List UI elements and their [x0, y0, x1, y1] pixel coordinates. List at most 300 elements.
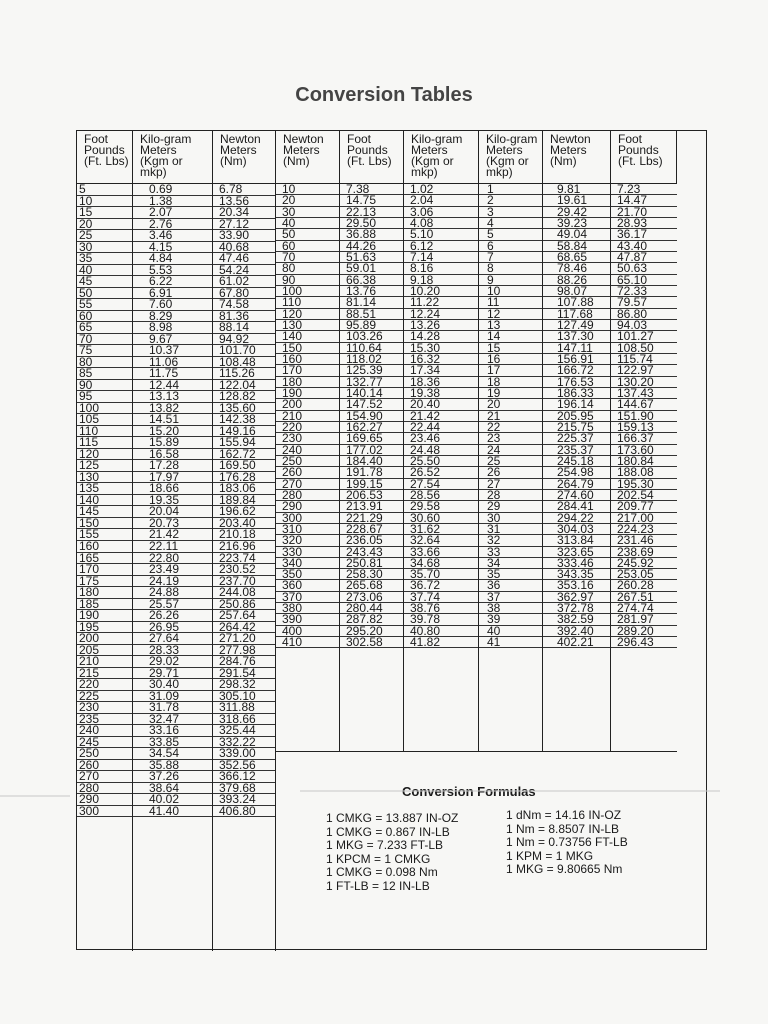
table-cell: 236.05 [340, 535, 403, 546]
table-cell: 149.16 [213, 426, 275, 438]
table-cell: 264.42 [213, 622, 275, 634]
formula-line: 1 KPM = 1 MKG [506, 848, 594, 863]
table-cell: 155.94 [213, 437, 275, 449]
table-cell: 33.16 [133, 725, 212, 737]
table-cell: 176.53 [543, 377, 610, 388]
table-cell: 2.04 [404, 195, 478, 206]
table-cell: 108.48 [213, 357, 275, 369]
table-cell: 35.70 [404, 569, 478, 580]
table-cell: 122.04 [213, 380, 275, 392]
table-cell: 30 [77, 242, 132, 254]
table-cell: 130.20 [611, 377, 677, 388]
table-cell: 14.51 [133, 414, 212, 426]
table-cell: 86.80 [611, 309, 677, 320]
table-cell: 25 [77, 230, 132, 242]
table-cell: 29.42 [543, 207, 610, 218]
table-column [77, 184, 133, 951]
table-cell: 19.38 [404, 388, 478, 399]
table-cell: 203.40 [213, 518, 275, 530]
table-cell: 18.36 [404, 377, 478, 388]
table-cell: 32 [479, 535, 542, 546]
table-cell: 21.42 [133, 529, 212, 541]
table-cell: 105 [77, 414, 132, 426]
table-cell: 17.34 [404, 365, 478, 376]
table-cell: 88.51 [340, 309, 403, 320]
table-cell: 60 [77, 311, 132, 323]
table-cell: 343.35 [543, 569, 610, 580]
table-column [276, 184, 340, 751]
table-cell: 191.78 [340, 467, 403, 478]
table-cell: 3.06 [404, 207, 478, 218]
table-cell: 90 [77, 380, 132, 392]
table-cell: 5.53 [133, 265, 212, 277]
table-cell: 176.28 [213, 472, 275, 484]
table-cell: 21.42 [404, 411, 478, 422]
table-cell: 14.47 [611, 195, 677, 206]
table-cell: 162.27 [340, 422, 403, 433]
table-cell: 95 [77, 391, 132, 403]
table-cell: 223.74 [213, 553, 275, 565]
table-cell: 271.20 [213, 633, 275, 645]
table-cell: 200 [77, 633, 132, 645]
table-cell: 24.88 [133, 587, 212, 599]
table-cell: 280 [276, 490, 339, 501]
table-cell: 200 [276, 399, 339, 410]
table-cell: 70 [276, 252, 339, 263]
table-cell: 21.70 [611, 207, 677, 218]
table-cell: 35.88 [133, 760, 212, 772]
table-cell: 235 [77, 714, 132, 726]
table-cell: 11.06 [133, 357, 212, 369]
table-cell: 300 [276, 513, 339, 524]
table-cell: 72.33 [611, 286, 677, 297]
table-cell: 35 [77, 253, 132, 265]
table-cell: 186.33 [543, 388, 610, 399]
table-cell: 55 [77, 299, 132, 311]
table-cell: 270 [77, 771, 132, 783]
table-cell: 10 [276, 184, 339, 195]
table-cell: 273.06 [340, 592, 403, 603]
table-cell: 28.56 [404, 490, 478, 501]
table-cell: 16 [479, 354, 542, 365]
table-cell: 390 [276, 614, 339, 625]
table-cell: 362.97 [543, 592, 610, 603]
table-cell: 240 [77, 725, 132, 737]
table-cell: 140 [276, 331, 339, 342]
table-cell: 117.68 [543, 309, 610, 320]
table-cell: 36.17 [611, 229, 677, 240]
table-cell: 160 [276, 354, 339, 365]
table-cell: 20.73 [133, 518, 212, 530]
table-cell: 183.06 [213, 483, 275, 495]
table-cell: 100 [276, 286, 339, 297]
table-cell: 206.53 [340, 490, 403, 501]
table-cell: 274.60 [543, 490, 610, 501]
table-cell: 28.33 [133, 645, 212, 657]
formulas-left-list [326, 812, 458, 894]
table-cell: 12 [479, 309, 542, 320]
table-cell: 34 [479, 558, 542, 569]
table-cell: 370 [276, 592, 339, 603]
table-cell: 13.26 [404, 320, 478, 331]
table-cell: 40.80 [404, 626, 478, 637]
table-cell: 74.58 [213, 299, 275, 311]
table-cell: 302.58 [340, 637, 403, 648]
table-cell: 13.82 [133, 403, 212, 415]
table-cell: 33.66 [404, 547, 478, 558]
table-cell: 20.04 [133, 506, 212, 518]
table-cell: 339.00 [213, 748, 275, 760]
table-cell: 26 [479, 467, 542, 478]
table-cell: 5 [77, 184, 132, 196]
column-header: Kilo-gram Meters (Kgm or mkp) [404, 131, 479, 184]
table-cell: 40 [276, 218, 339, 229]
table-cell: 30 [276, 207, 339, 218]
table-cell: 166.37 [611, 433, 677, 444]
table-cell: 177.02 [340, 445, 403, 456]
table-column [213, 184, 276, 951]
table-cell: 32.47 [133, 714, 212, 726]
table-cell: 13.13 [133, 391, 212, 403]
table-cell: 8.98 [133, 322, 212, 334]
table-cell: 253.05 [611, 569, 677, 580]
table-cell: 107.88 [543, 297, 610, 308]
table-cell: 159.13 [611, 422, 677, 433]
table-cell: 15 [479, 343, 542, 354]
table-cell: 7.38 [340, 184, 403, 195]
table-cell: 137.43 [611, 388, 677, 399]
table-cell: 145 [77, 506, 132, 518]
table-cell: 260.28 [611, 580, 677, 591]
table-cell: 147.11 [543, 343, 610, 354]
table-cell: 257.64 [213, 610, 275, 622]
table-cell: 287.82 [340, 614, 403, 625]
table-cell: 380 [276, 603, 339, 614]
table-cell: 360 [276, 580, 339, 591]
table-cell: 372.78 [543, 603, 610, 614]
table-cell: 220 [276, 422, 339, 433]
table-cell: 294.22 [543, 513, 610, 524]
table-cell: 79.57 [611, 297, 677, 308]
table-cell: 20 [479, 399, 542, 410]
table-cell: 128.82 [213, 391, 275, 403]
table-column [340, 184, 404, 751]
formula-line: 1 Nm = 0.73756 FT-LB [506, 835, 628, 850]
table-cell: 245 [77, 737, 132, 749]
table-cell: 32.64 [404, 535, 478, 546]
table-cell: 311.88 [213, 702, 275, 714]
table-cell: 195 [77, 622, 132, 634]
table-cell: 22.44 [404, 422, 478, 433]
table-cell: 4 [479, 218, 542, 229]
table-cell: 3.46 [133, 230, 212, 242]
table-cell: 39.78 [404, 614, 478, 625]
table-cell: 65.10 [611, 275, 677, 286]
table-cell: 40.02 [133, 794, 212, 806]
table-cell: 127.49 [543, 320, 610, 331]
table-cell: 16.58 [133, 449, 212, 461]
table-cell: 135.60 [213, 403, 275, 415]
table-cell: 393.24 [213, 794, 275, 806]
table-cell: 100 [77, 403, 132, 415]
table-cell: 30 [479, 513, 542, 524]
table-cell: 41.40 [133, 806, 212, 818]
table-cell: 188.08 [611, 467, 677, 478]
table-cell: 101.27 [611, 331, 677, 342]
table-cell: 14 [479, 331, 542, 342]
table-cell: 162.72 [213, 449, 275, 461]
table-cell: 199.15 [340, 479, 403, 490]
table-cell: 12.24 [404, 309, 478, 320]
table-cell: 231.46 [611, 535, 677, 546]
table-cell: 216.96 [213, 541, 275, 553]
table-cell: 173.60 [611, 445, 677, 456]
column-header: Kilo-gram Meters (Kgm or mkp) [479, 131, 543, 184]
table-cell: 237.70 [213, 576, 275, 588]
table-cell: 11 [479, 297, 542, 308]
column-header: Foot Pounds (Ft. Lbs) [611, 131, 677, 184]
table-cell: 1 [479, 184, 542, 195]
table-cell: 10 [77, 196, 132, 208]
table-cell: 23.49 [133, 564, 212, 576]
table-cell: 61.02 [213, 276, 275, 288]
table-cell: 39.23 [543, 218, 610, 229]
table-cell: 323.65 [543, 547, 610, 558]
table-cell: 88.14 [213, 322, 275, 334]
table-cell: 142.38 [213, 414, 275, 426]
table-cell: 33.90 [213, 230, 275, 242]
table-cell: 70 [77, 334, 132, 346]
table-cell: 9.67 [133, 334, 212, 346]
table-cell: 40.68 [213, 242, 275, 254]
table-cell: 332.22 [213, 737, 275, 749]
table-cell: 340 [276, 558, 339, 569]
table-cell: 103.26 [340, 331, 403, 342]
table-cell: 290 [276, 501, 339, 512]
table-cell: 250.81 [340, 558, 403, 569]
table-cell: 11.22 [404, 297, 478, 308]
table-cell: 352.56 [213, 760, 275, 772]
table-cell: 24.48 [404, 445, 478, 456]
table-cell: 298.32 [213, 679, 275, 691]
table-cell: 140 [77, 495, 132, 507]
table-cell: 94.92 [213, 334, 275, 346]
table-cell: 31.78 [133, 702, 212, 714]
table-cell: 325.44 [213, 725, 275, 737]
table-cell: 184.40 [340, 456, 403, 467]
table-cell: 210 [77, 656, 132, 668]
conversion-formulas-box [276, 751, 677, 951]
table-cell: 60 [276, 241, 339, 252]
table-cell: 264.79 [543, 479, 610, 490]
table-cell: 41.82 [404, 637, 478, 648]
table-cell: 108.50 [611, 343, 677, 354]
column-header: Kilo-gram Meters (Kgm or mkp) [133, 131, 213, 184]
table-cell: 25 [479, 456, 542, 467]
column-header: Foot Pounds (Ft. Lbs) [340, 131, 404, 184]
table-cell: 110.64 [340, 343, 403, 354]
table-cell: 43.40 [611, 241, 677, 252]
table-cell: 24 [479, 445, 542, 456]
table-cell: 36.72 [404, 580, 478, 591]
table-cell: 15.89 [133, 437, 212, 449]
table-cell: 38 [479, 603, 542, 614]
table-cell: 29 [479, 501, 542, 512]
table-cell: 110 [77, 426, 132, 438]
table-cell: 209.77 [611, 501, 677, 512]
table-cell: 27.64 [133, 633, 212, 645]
table-cell: 202.54 [611, 490, 677, 501]
table-cell: 330 [276, 547, 339, 558]
table-cell: 33 [479, 547, 542, 558]
table-cell: 185 [77, 599, 132, 611]
table-cell: 170 [276, 365, 339, 376]
conversion-table [76, 130, 707, 950]
table-cell: 95.89 [340, 320, 403, 331]
table-cell: 12.44 [133, 380, 212, 392]
table-cell: 215 [77, 668, 132, 680]
table-cell: 8.29 [133, 311, 212, 323]
table-cell: 14.28 [404, 331, 478, 342]
table-cell: 31.62 [404, 524, 478, 535]
table-cell: 230 [77, 702, 132, 714]
table-cell: 35 [479, 569, 542, 580]
table-cell: 310 [276, 524, 339, 535]
table-cell: 65 [77, 322, 132, 334]
formula-line: 1 FT-LB = 12 IN-LB [326, 878, 430, 893]
table-cell: 284.41 [543, 501, 610, 512]
table-cell: 47.87 [611, 252, 677, 263]
table-cell: 50 [276, 229, 339, 240]
table-cell: 23.46 [404, 433, 478, 444]
table-cell: 190 [276, 388, 339, 399]
table-cell: 30.40 [133, 679, 212, 691]
table-cell: 135 [77, 483, 132, 495]
table-cell: 38.76 [404, 603, 478, 614]
table-cell: 318.66 [213, 714, 275, 726]
table-cell: 160 [77, 541, 132, 553]
table-cell: 7.60 [133, 299, 212, 311]
table-cell: 81.36 [213, 311, 275, 323]
table-cell: 10.37 [133, 345, 212, 357]
table-cell: 66.38 [340, 275, 403, 286]
table-cell: 2.76 [133, 219, 212, 231]
table-cell: 156.91 [543, 354, 610, 365]
table-cell: 180 [276, 377, 339, 388]
table-cell: 115 [77, 437, 132, 449]
table-cell: 14.75 [340, 195, 403, 206]
table-cell: 20.40 [404, 399, 478, 410]
table-cell: 1.38 [133, 196, 212, 208]
table-cell: 11.75 [133, 368, 212, 380]
table-cell: 7 [479, 252, 542, 263]
table-cell: 120 [77, 449, 132, 461]
table-cell: 19.61 [543, 195, 610, 206]
column-header: Newton Meters (Nm) [276, 131, 340, 184]
table-cell: 402.21 [543, 637, 610, 648]
table-cell: 254.98 [543, 467, 610, 478]
table-column [611, 184, 677, 751]
table-cell: 13.56 [213, 196, 275, 208]
table-cell: 51.63 [340, 252, 403, 263]
table-cell: 15.30 [404, 343, 478, 354]
formula-line: 1 Nm = 8.8507 IN-LB [506, 821, 620, 836]
table-cell: 16.32 [404, 354, 478, 365]
table-cell: 155 [77, 529, 132, 541]
table-column [479, 184, 543, 751]
table-cell: 7.14 [404, 252, 478, 263]
table-column [133, 184, 213, 951]
table-cell: 230.52 [213, 564, 275, 576]
table-cell: 228.67 [340, 524, 403, 535]
table-cell: 17.28 [133, 460, 212, 472]
table-cell: 147.52 [340, 399, 403, 410]
table-cell: 7.23 [611, 184, 677, 195]
table-cell: 27.12 [213, 219, 275, 231]
table-cell: 29.50 [340, 218, 403, 229]
table-cell: 225.37 [543, 433, 610, 444]
table-cell: 151.90 [611, 411, 677, 422]
table-cell: 190 [77, 610, 132, 622]
table-cell: 217.00 [611, 513, 677, 524]
table-cell: 350 [276, 569, 339, 580]
table-cell: 267.51 [611, 592, 677, 603]
table-cell: 21 [479, 411, 542, 422]
table-cell: 9.18 [404, 275, 478, 286]
table-cell: 98.07 [543, 286, 610, 297]
table-cell: 15.20 [133, 426, 212, 438]
table-cell: 37 [479, 592, 542, 603]
table-cell: 28.93 [611, 218, 677, 229]
table-cell: 26.26 [133, 610, 212, 622]
table-cell: 34.54 [133, 748, 212, 760]
scan-smudge [300, 790, 720, 792]
table-cell: 33.85 [133, 737, 212, 749]
table-cell: 281.97 [611, 614, 677, 625]
table-cell: 196.62 [213, 506, 275, 518]
table-cell: 8 [479, 263, 542, 274]
table-cell: 313.84 [543, 535, 610, 546]
table-cell: 36 [479, 580, 542, 591]
table-cell: 320 [276, 535, 339, 546]
table-cell: 243.43 [340, 547, 403, 558]
table-cell: 244.08 [213, 587, 275, 599]
table-cell: 59.01 [340, 263, 403, 274]
table-cell: 6 [479, 241, 542, 252]
table-cell: 140.14 [340, 388, 403, 399]
table-cell: 85 [77, 368, 132, 380]
formula-line: 1 MKG = 7.233 FT-LB [326, 838, 444, 853]
table-cell: 4.84 [133, 253, 212, 265]
table-cell: 150 [77, 518, 132, 530]
formulas-right-list [506, 809, 628, 877]
table-cell: 27.54 [404, 479, 478, 490]
formula-line: 1 KPCM = 1 CMKG [326, 851, 431, 866]
table-cell: 150 [276, 343, 339, 354]
table-cell: 6.78 [213, 184, 275, 196]
formula-line: 1 CMKG = 0.098 Nm [326, 865, 438, 880]
table-cell: 25.50 [404, 456, 478, 467]
table-cell: 296.43 [611, 637, 677, 648]
table-cell: 382.59 [543, 614, 610, 625]
table-cell: 120 [276, 309, 339, 320]
table-cell: 40 [77, 265, 132, 277]
table-cell: 280 [77, 783, 132, 795]
table-cell: 205 [77, 645, 132, 657]
table-cell: 205.95 [543, 411, 610, 422]
table-cell: 274.74 [611, 603, 677, 614]
table-cell: 366.12 [213, 771, 275, 783]
